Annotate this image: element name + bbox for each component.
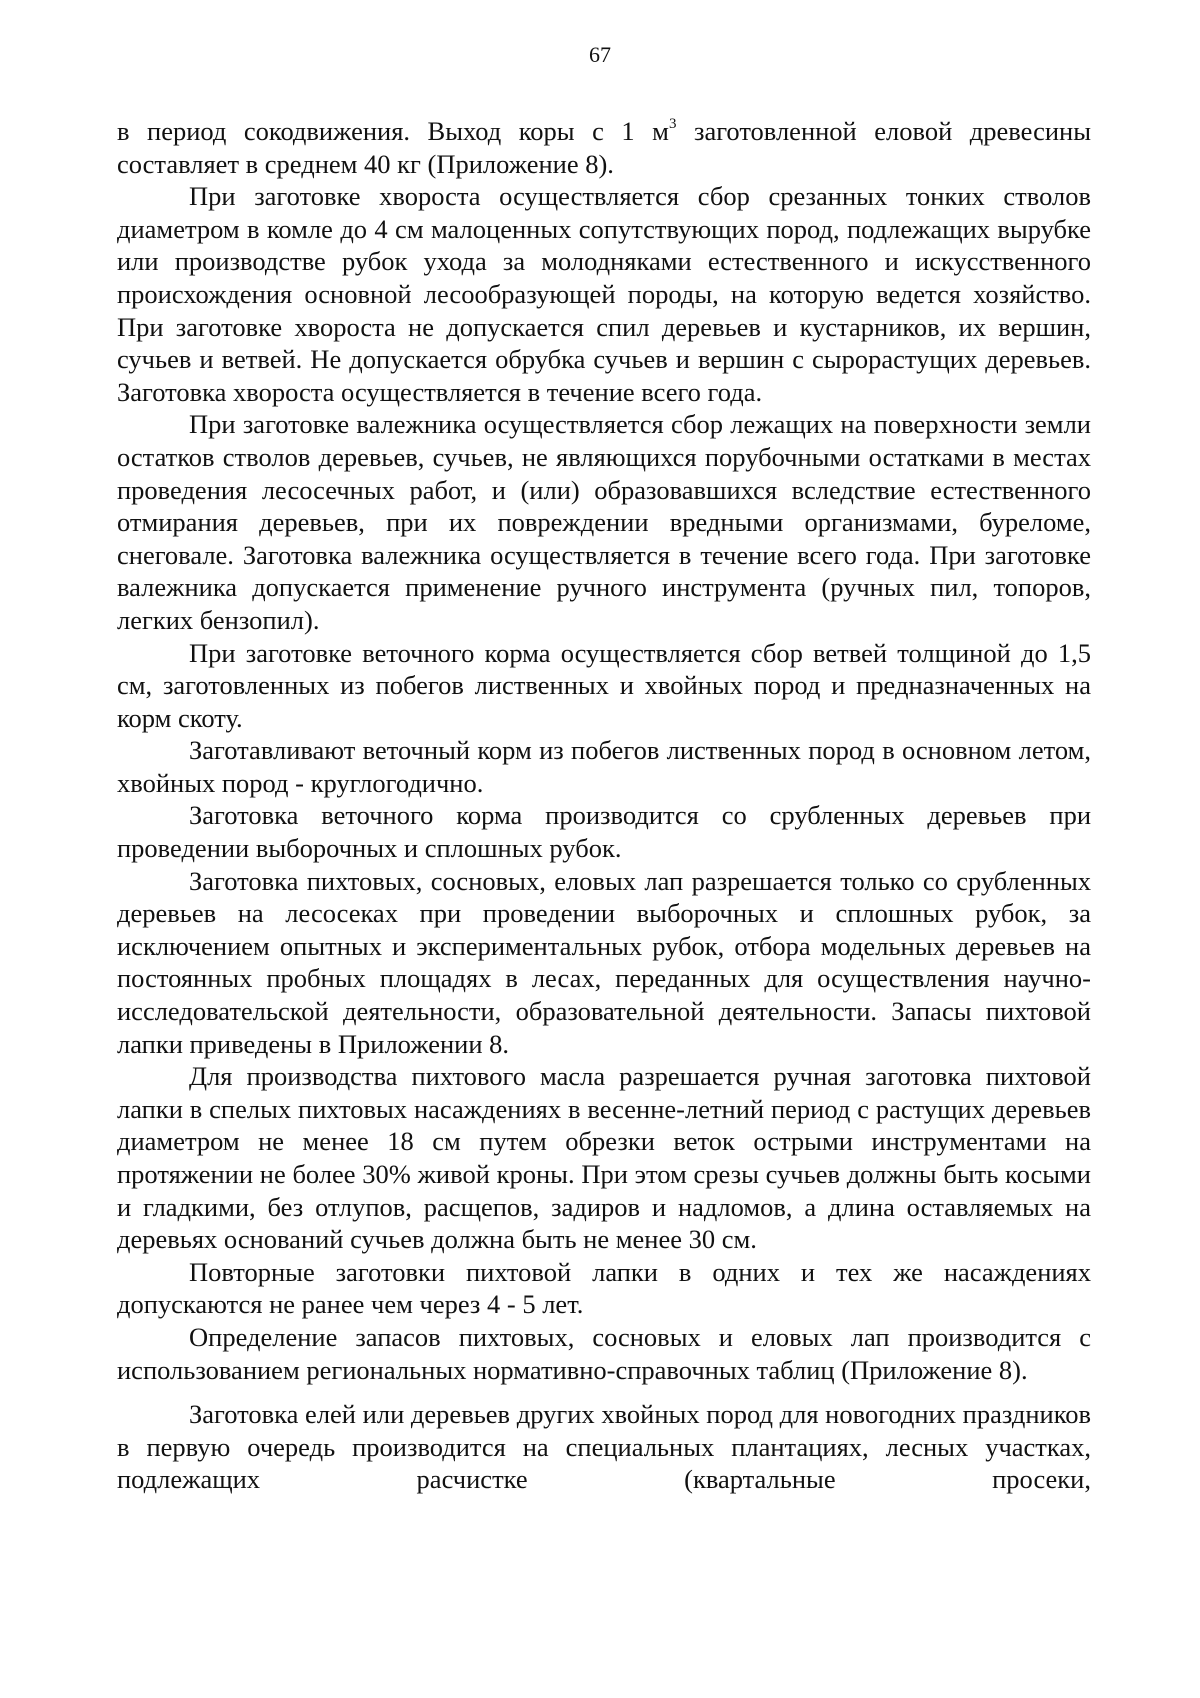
paragraph: Заготовка елей или деревьев других хвойных пород для новогодних праздников в первую очередь производится на специальных плантациях, лесных участках, подлежащих расчистке (квартальные просеки,: [117, 1399, 1091, 1495]
paragraph: При заготовке веточного корма осуществляется сбор ветвей толщиной до 1,5 см, заготовленных из побегов лиственных и хвойных пород и предназначенных на корм скоту.: [117, 637, 1091, 733]
paragraph: Повторные заготовки пихтовой лапки в одних и тех же насаждениях допускаются не ранее чем через 4 - 5 лет.: [117, 1256, 1091, 1320]
paragraph: Для производства пихтового масла разрешается ручная заготовка пихтовой лапки в спелых пихтовых насаждениях в весенне-летний период с растущих деревьев диаметром не менее 18 см путем обрезки веток острыми инструментами на протяжении не более 30% живой кроны. При этом срезы сучьев должны быть косыми и гладкими, без отлупов, расщепов, задиров и надломов, а длина оставляемых на деревьях оснований сучьев должна быть не менее 30 см.: [117, 1061, 1091, 1255]
paragraph: Заготавливают веточный корм из побегов лиственных пород в основном летом, хвойных пород - круглогодично.: [117, 735, 1091, 798]
paragraph: При заготовке валежника осуществляется сбор лежащих на поверхности земли остатков стволов деревьев, сучьев, не являющихся порубочными остатками в местах проведения лесосечных работ, и (или) образовавшихся вследствие естественного отмирания деревьев, при их повреждении вредными организмами, буреломе, снеговале. Заготовка валежника осуществляется в течение всего года. При заготовке валежника допускается применение ручного инструмента (ручных пил, топоров, легких бензопил).: [117, 409, 1091, 635]
paragraph: Определение запасов пихтовых, сосновых и еловых лап производится с использованием региональных нормативно-справочных таблиц (Приложение 8).: [117, 1321, 1091, 1385]
paragraph: Заготовка пихтовых, сосновых, еловых лап разрешается только со срубленных деревьев на лесосеках при проведении выборочных и сплошных рубок, за исключением опытных и экспериментальных рубок, отбора модельных деревьев на постоянных пробных площадях в лесах, переданных для осуществления научно-исследовательской деятельности, образовательной деятельности. Запасы пихтовой лапки приведены в Приложении 8.: [117, 865, 1091, 1059]
paragraph-text: заготовленной еловой древесины составляет в среднем 40 кг (Приложение 8).: [117, 116, 1091, 179]
page-number: 67: [589, 42, 611, 67]
paragraph: Заготовка веточного корма производится со срубленных деревьев при проведении выборочных и сплошных рубок.: [117, 800, 1091, 864]
superscript: 3: [668, 116, 677, 133]
paragraph-text: в период сокодвижения. Выход коры с 1 м: [117, 116, 669, 146]
paragraph: При заготовке хвороста осуществляется сбор срезанных тонких стволов диаметром в комле до 4 см малоценных сопутствующих пород, подлежащих вырубке или производстве рубок ухода за молодняками естественного и искусственного происхождения основной лесообразующей породы, на которую ведется хозяйство. При заготовке хвороста не допускается спил деревьев и кустарников, их вершин, сучьев и ветвей. Не допускается обрубка сучьев и вершин с сырорастущих деревьев. Заготовка хвороста осуществляется в течение всего года.: [117, 181, 1091, 407]
body-text: [117, 115, 1091, 1496]
paragraph: [117, 115, 1091, 180]
